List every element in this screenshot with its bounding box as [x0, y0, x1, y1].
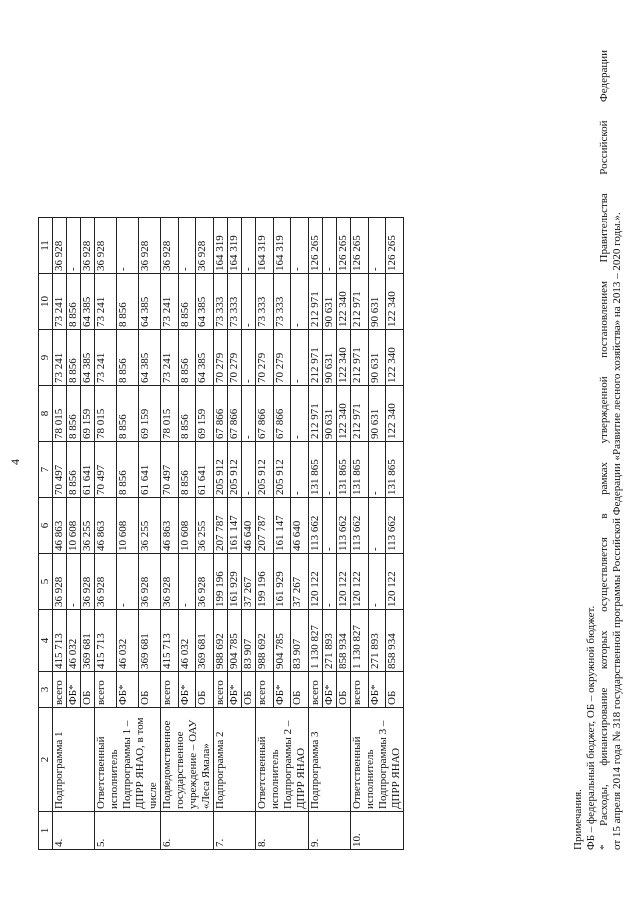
- amount-cell: 36 928: [161, 554, 179, 610]
- amount-cell: 120 122: [386, 554, 404, 610]
- amount-cell: 8 856: [178, 386, 196, 442]
- amount-cell: -: [323, 498, 337, 554]
- amount-cell: 67 866: [228, 386, 242, 442]
- header-cell: 8: [39, 386, 53, 442]
- amount-cell: 126 265: [337, 218, 351, 274]
- amount-cell: 122 340: [386, 386, 404, 442]
- budget-type-cell: ФБ*: [323, 672, 337, 708]
- program-name-cell: Ответственный исполнитель Подпрограммы 3 – ДПРР ЯНАО: [351, 708, 404, 812]
- amount-cell: 90 631: [323, 274, 337, 330]
- notes-line-footnote: * Расходы, финансирование которых осуществляется в рамках утвержденной постановлением Правительства Российской Федерации: [598, 50, 610, 850]
- amount-cell: 78 015: [95, 386, 117, 442]
- amount-cell: 161 929: [273, 554, 291, 610]
- amount-cell: 73 241: [161, 330, 179, 386]
- amount-cell: 73 333: [273, 274, 291, 330]
- row-number-cell: 8.: [256, 812, 309, 850]
- amount-cell: 36 928: [81, 218, 95, 274]
- row-number-cell: 7.: [214, 812, 256, 850]
- budget-type-cell: ОБ: [139, 672, 161, 708]
- amount-cell: 1 130 827: [351, 610, 369, 672]
- amount-cell: 90 631: [368, 330, 386, 386]
- amount-cell: 199 196: [256, 554, 274, 610]
- amount-cell: 70 497: [95, 442, 117, 498]
- header-cell: 5: [39, 554, 53, 610]
- budget-type-cell: всего: [351, 672, 369, 708]
- amount-cell: 64 385: [81, 330, 95, 386]
- amount-cell: 212 971: [309, 274, 323, 330]
- amount-cell: 10 608: [178, 498, 196, 554]
- amount-cell: 78 015: [53, 386, 67, 442]
- budget-type-cell: ФБ*: [228, 672, 242, 708]
- amount-cell: 73 333: [214, 274, 228, 330]
- amount-cell: 161 929: [228, 554, 242, 610]
- table-row: [53, 218, 67, 850]
- amount-cell: 8 856: [178, 330, 196, 386]
- amount-cell: 212 971: [309, 330, 323, 386]
- amount-cell: 73 241: [95, 330, 117, 386]
- amount-cell: 904 785: [228, 610, 242, 672]
- amount-cell: 70 279: [214, 330, 228, 386]
- amount-cell: -: [291, 218, 309, 274]
- amount-cell: 8 856: [117, 386, 139, 442]
- amount-cell: 120 122: [337, 554, 351, 610]
- amount-cell: 61 641: [81, 442, 95, 498]
- amount-cell: 46 032: [117, 610, 139, 672]
- amount-cell: 69 159: [196, 386, 214, 442]
- amount-cell: 36 928: [139, 218, 161, 274]
- row-number-cell: 4.: [53, 812, 95, 850]
- amount-cell: 212 971: [309, 386, 323, 442]
- header-cell: 11: [39, 218, 53, 274]
- budget-type-cell: ФБ*: [368, 672, 386, 708]
- amount-cell: -: [323, 218, 337, 274]
- amount-cell: 36 255: [139, 498, 161, 554]
- amount-cell: -: [242, 274, 256, 330]
- table-row: [161, 218, 179, 850]
- amount-cell: -: [242, 442, 256, 498]
- amount-cell: 122 340: [386, 330, 404, 386]
- row-number-cell: 5.: [95, 812, 161, 850]
- amount-cell: 113 662: [351, 498, 369, 554]
- program-name-cell: Ответственный исполнитель Подпрограммы 1 – ДПРР ЯНАО, в том числе: [95, 708, 161, 812]
- row-number-cell: 10.: [351, 812, 404, 850]
- amount-cell: 64 385: [196, 274, 214, 330]
- amount-cell: 64 385: [196, 330, 214, 386]
- amount-cell: 164 319: [273, 218, 291, 274]
- amount-cell: 120 122: [351, 554, 369, 610]
- amount-cell: 131 865: [351, 442, 369, 498]
- amount-cell: 46 863: [53, 498, 67, 554]
- amount-cell: 161 147: [228, 498, 242, 554]
- amount-cell: 369 681: [81, 610, 95, 672]
- amount-cell: 69 159: [139, 386, 161, 442]
- budget-type-cell: ОБ: [291, 672, 309, 708]
- amount-cell: -: [368, 218, 386, 274]
- amount-cell: 199 196: [214, 554, 228, 610]
- budget-type-cell: ОБ: [337, 672, 351, 708]
- amount-cell: 205 912: [228, 442, 242, 498]
- amount-cell: 73 333: [256, 274, 274, 330]
- notes-title: Примечания.: [572, 789, 584, 850]
- amount-cell: 36 928: [161, 218, 179, 274]
- amount-cell: 36 928: [53, 554, 67, 610]
- amount-cell: 73 241: [161, 274, 179, 330]
- amount-cell: 205 912: [273, 442, 291, 498]
- program-name-cell: Подведомственное государственное учреждение – ОАУ «Леса Ямала»: [161, 708, 214, 812]
- amount-cell: 164 319: [256, 218, 274, 274]
- financing-table: [38, 217, 404, 850]
- amount-cell: 90 631: [323, 386, 337, 442]
- amount-cell: 64 385: [139, 274, 161, 330]
- budget-type-cell: ФБ*: [117, 672, 139, 708]
- amount-cell: 73 241: [53, 330, 67, 386]
- amount-cell: 64 385: [81, 274, 95, 330]
- amount-cell: 37 267: [242, 554, 256, 610]
- amount-cell: 73 241: [53, 274, 67, 330]
- amount-cell: -: [323, 554, 337, 610]
- amount-cell: 46 032: [178, 610, 196, 672]
- page-number: 4: [8, 459, 22, 465]
- header-cell: 2: [39, 708, 53, 812]
- amount-cell: 369 681: [196, 610, 214, 672]
- amount-cell: 36 928: [196, 218, 214, 274]
- amount-cell: 73 333: [228, 274, 242, 330]
- amount-cell: 36 928: [95, 554, 117, 610]
- header-cell: 1: [39, 812, 53, 850]
- amount-cell: -: [291, 442, 309, 498]
- amount-cell: -: [368, 554, 386, 610]
- amount-cell: 8 856: [67, 442, 81, 498]
- table-row: [256, 218, 274, 850]
- amount-cell: 70 279: [228, 330, 242, 386]
- amount-cell: 36 928: [139, 554, 161, 610]
- amount-cell: 122 340: [337, 274, 351, 330]
- amount-cell: -: [368, 442, 386, 498]
- budget-type-cell: ОБ: [242, 672, 256, 708]
- amount-cell: 67 866: [256, 386, 274, 442]
- amount-cell: -: [291, 386, 309, 442]
- program-name-cell: Подпрограмма 3: [309, 708, 351, 812]
- budget-type-cell: ОБ: [81, 672, 95, 708]
- amount-cell: 90 631: [368, 274, 386, 330]
- budget-type-cell: всего: [256, 672, 274, 708]
- amount-cell: 131 865: [309, 442, 323, 498]
- amount-cell: -: [242, 386, 256, 442]
- amount-cell: 67 866: [214, 386, 228, 442]
- amount-cell: 205 912: [256, 442, 274, 498]
- amount-cell: 164 319: [228, 218, 242, 274]
- amount-cell: 46 863: [95, 498, 117, 554]
- amount-cell: -: [368, 498, 386, 554]
- table-row: [309, 218, 323, 850]
- amount-cell: 164 319: [214, 218, 228, 274]
- amount-cell: 46 640: [291, 498, 309, 554]
- amount-cell: 36 928: [95, 218, 117, 274]
- header-cell: 7: [39, 442, 53, 498]
- amount-cell: 122 340: [337, 386, 351, 442]
- amount-cell: 207 787: [214, 498, 228, 554]
- amount-cell: 1 130 827: [309, 610, 323, 672]
- amount-cell: 90 631: [323, 330, 337, 386]
- budget-type-cell: всего: [161, 672, 179, 708]
- amount-cell: 8 856: [117, 442, 139, 498]
- header-cell: 4: [39, 610, 53, 672]
- header-cell: 9: [39, 330, 53, 386]
- amount-cell: 131 865: [386, 442, 404, 498]
- amount-cell: 126 265: [309, 218, 323, 274]
- table-row: [214, 218, 228, 850]
- amount-cell: -: [291, 330, 309, 386]
- amount-cell: 36 255: [81, 498, 95, 554]
- amount-cell: 70 497: [161, 442, 179, 498]
- amount-cell: 73 241: [95, 274, 117, 330]
- notes-line-abbreviations: ФБ – федеральный бюджет, ОБ – окружной бюджет.: [585, 605, 597, 850]
- amount-cell: 205 912: [214, 442, 228, 498]
- amount-cell: 8 856: [117, 330, 139, 386]
- amount-cell: 131 865: [337, 442, 351, 498]
- amount-cell: 8 856: [67, 274, 81, 330]
- amount-cell: 10 608: [67, 498, 81, 554]
- amount-cell: 126 265: [351, 218, 369, 274]
- amount-cell: -: [323, 442, 337, 498]
- amount-cell: 46 640: [242, 498, 256, 554]
- amount-cell: 46 032: [67, 610, 81, 672]
- amount-cell: 212 971: [351, 330, 369, 386]
- budget-type-cell: ОБ: [196, 672, 214, 708]
- amount-cell: 83 907: [242, 610, 256, 672]
- amount-cell: 988 692: [256, 610, 274, 672]
- amount-cell: 70 497: [53, 442, 67, 498]
- program-name-cell: Подпрограмма 2: [214, 708, 256, 812]
- header-cell: 6: [39, 498, 53, 554]
- amount-cell: -: [242, 218, 256, 274]
- budget-type-cell: всего: [214, 672, 228, 708]
- amount-cell: 83 907: [291, 610, 309, 672]
- amount-cell: 271 893: [323, 610, 337, 672]
- amount-cell: 858 934: [337, 610, 351, 672]
- amount-cell: 212 971: [351, 274, 369, 330]
- amount-cell: 212 971: [351, 386, 369, 442]
- row-number-cell: 6.: [161, 812, 214, 850]
- budget-type-cell: ОБ: [386, 672, 404, 708]
- amount-cell: -: [178, 218, 196, 274]
- amount-cell: 8 856: [178, 442, 196, 498]
- amount-cell: -: [67, 218, 81, 274]
- amount-cell: -: [117, 218, 139, 274]
- amount-cell: -: [67, 554, 81, 610]
- amount-cell: 8 856: [67, 330, 81, 386]
- amount-cell: 36 928: [53, 218, 67, 274]
- amount-cell: 161 147: [273, 498, 291, 554]
- amount-cell: 36 928: [81, 554, 95, 610]
- budget-type-cell: ФБ*: [178, 672, 196, 708]
- amount-cell: 61 641: [196, 442, 214, 498]
- amount-cell: 67 866: [273, 386, 291, 442]
- amount-cell: 64 385: [139, 330, 161, 386]
- amount-cell: 61 641: [139, 442, 161, 498]
- amount-cell: 113 662: [337, 498, 351, 554]
- amount-cell: 70 279: [256, 330, 274, 386]
- program-name-cell: Ответственный исполнитель Подпрограммы 2 – ДПРР ЯНАО: [256, 708, 309, 812]
- amount-cell: 858 934: [386, 610, 404, 672]
- amount-cell: 78 015: [161, 386, 179, 442]
- amount-cell: 10 608: [117, 498, 139, 554]
- amount-cell: 415 713: [161, 610, 179, 672]
- amount-cell: 122 340: [386, 274, 404, 330]
- notes-section: [572, 50, 624, 850]
- budget-type-cell: всего: [95, 672, 117, 708]
- amount-cell: 8 856: [67, 386, 81, 442]
- budget-type-cell: ФБ*: [273, 672, 291, 708]
- amount-cell: 37 267: [291, 554, 309, 610]
- amount-cell: 36 928: [196, 554, 214, 610]
- amount-cell: 69 159: [81, 386, 95, 442]
- amount-cell: 8 856: [117, 274, 139, 330]
- amount-cell: 46 863: [161, 498, 179, 554]
- amount-cell: 988 692: [214, 610, 228, 672]
- amount-cell: 369 681: [139, 610, 161, 672]
- amount-cell: 70 279: [273, 330, 291, 386]
- budget-type-cell: всего: [53, 672, 67, 708]
- amount-cell: 120 122: [309, 554, 323, 610]
- amount-cell: 113 662: [386, 498, 404, 554]
- amount-cell: 36 255: [196, 498, 214, 554]
- amount-cell: 8 856: [178, 274, 196, 330]
- amount-cell: 126 265: [386, 218, 404, 274]
- program-name-cell: Подпрограмма 1: [53, 708, 95, 812]
- amount-cell: 122 340: [337, 330, 351, 386]
- table-row: [95, 218, 117, 850]
- budget-type-cell: ФБ*: [67, 672, 81, 708]
- amount-cell: 415 713: [53, 610, 67, 672]
- amount-cell: -: [117, 554, 139, 610]
- amount-cell: 904 785: [273, 610, 291, 672]
- table-body: [39, 218, 404, 850]
- header-cell: 10: [39, 274, 53, 330]
- header-row: [39, 218, 53, 850]
- amount-cell: 271 893: [368, 610, 386, 672]
- amount-cell: -: [291, 274, 309, 330]
- row-number-cell: 9.: [309, 812, 351, 850]
- amount-cell: 90 631: [368, 386, 386, 442]
- notes-line-footnote-cont: от 15 апреля 2014 года № 318 государственной программы Российской Федерации «Развитие лесного хозяйства» на 2013 – 2020 годы.».: [611, 212, 623, 850]
- amount-cell: -: [242, 330, 256, 386]
- budget-type-cell: всего: [309, 672, 323, 708]
- amount-cell: 113 662: [309, 498, 323, 554]
- amount-cell: -: [178, 554, 196, 610]
- amount-cell: 207 787: [256, 498, 274, 554]
- amount-cell: 415 713: [95, 610, 117, 672]
- header-cell: 3: [39, 672, 53, 708]
- table-row: [351, 218, 369, 850]
